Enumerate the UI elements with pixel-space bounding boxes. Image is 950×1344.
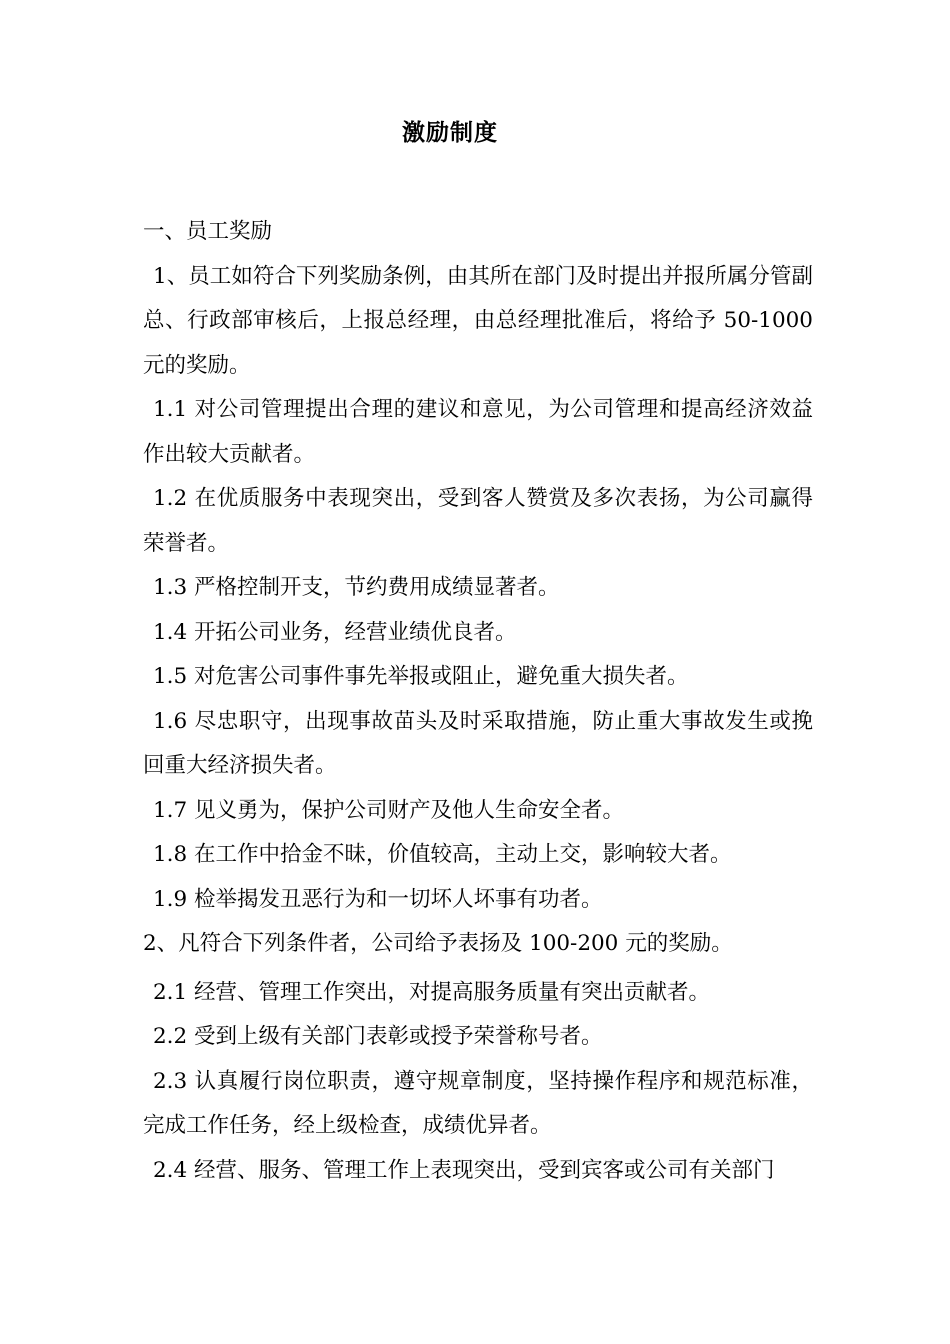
clause-1-1: 1.1 对公司管理提出合理的建议和意见，为公司管理和提高经济效益作出较大贡献者。 <box>143 397 813 467</box>
clause-2-3: 2.3 认真履行岗位职责，遵守规章制度，坚持操作程序和规范标准，完成工作任务，经上级检查，成绩优异者。 <box>143 1068 813 1138</box>
section-heading-employee-rewards: 一、员工奖励 <box>143 219 273 244</box>
clause-1-9: 1.9 检举揭发丑恶行为和一切坏人坏事有功者。 <box>153 886 603 912</box>
clause-1-6: 1.6 尽忠职守，出现事故苗头及时采取措施，防止重大事故发生或挽回重大经济损失者。 <box>143 708 813 778</box>
clause-2-4: 2.4 经营、服务、管理工作上表现突出，受到宾客或公司有关部门 <box>153 1157 775 1183</box>
clause-1-8: 1.8 在工作中拾金不昧，价值较高，主动上交，影响较大者。 <box>153 842 732 867</box>
clause-1-3: 1.3 严格控制开支，节约费用成绩显著者。 <box>153 575 560 600</box>
document-body <box>143 210 813 1193</box>
clause-1-7: 1.7 见义勇为，保护公司财产及他人生命安全者。 <box>153 797 625 823</box>
clause-2-1: 2.1 经营、管理工作突出，对提高服务质量有突出贡献者。 <box>153 979 711 1005</box>
clause-2-2: 2.2 受到上级有关部门表彰或授予荣誉称号者。 <box>153 1024 603 1049</box>
clause-2: 2、凡符合下列条件者，公司给予表扬及 100-200 元的奖励。 <box>143 931 733 956</box>
clause-1-4: 1.4 开拓公司业务，经营业绩优良者。 <box>153 619 517 645</box>
clause-1-2: 1.2 在优质服务中表现突出，受到客人赞赏及多次表扬，为公司赢得荣誉者。 <box>143 486 813 556</box>
document-title: 激励制度 <box>402 120 498 146</box>
clause-1-5: 1.5 对危害公司事件事先举报或阻止，避免重大损失者。 <box>153 664 689 689</box>
clause-1: 1、员工如符合下列奖励条例，由其所在部门及时提出并报所属分管副总、行政部审核后，上报总经理，由总经理批准后，将给予 50-1000 元的奖励。 <box>143 263 813 378</box>
